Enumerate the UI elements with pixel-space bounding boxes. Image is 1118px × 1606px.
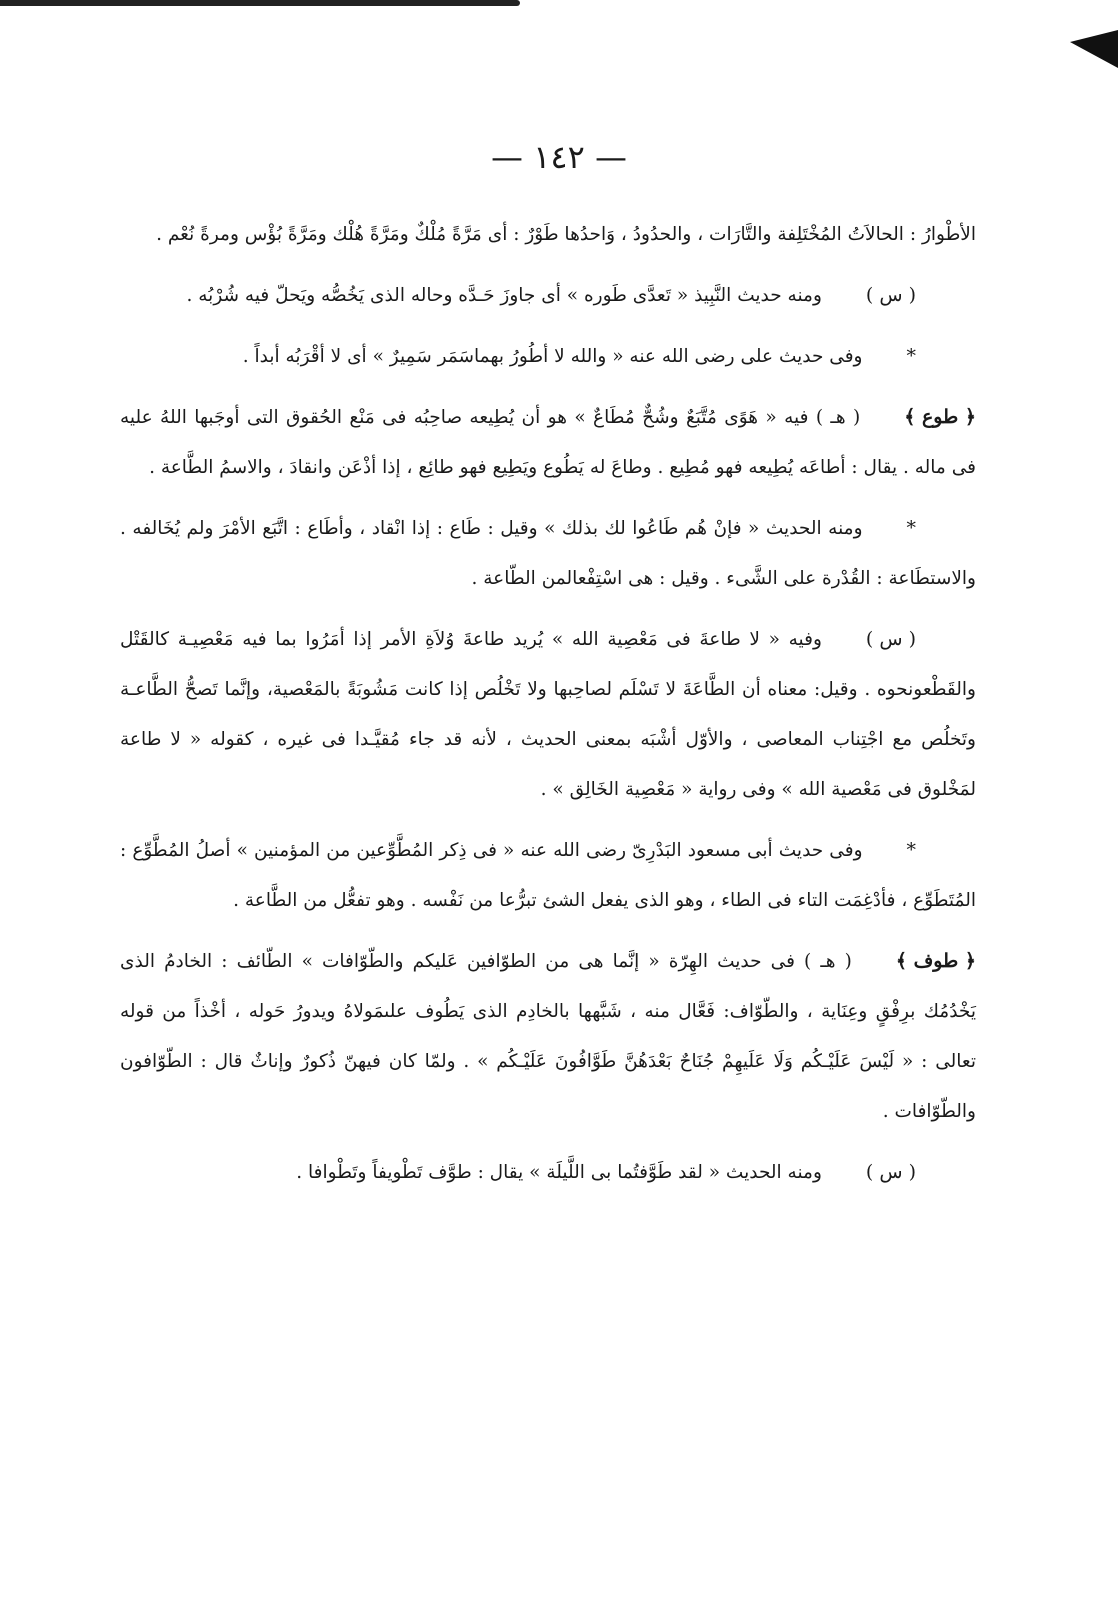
paragraph-text: ومنه الحديث « فإنْ هُم طَاعُوا لك بذلك » وقيل : طَاع : إذا انْقاد ، وأطَاع : اتَّبَع الأمْرَ ولم يُخَالفه . والاستطَاعة : القُدْرة على الشَّىء . وقيل : هى اسْتِفْعالمن الطّاعة . bbox=[120, 518, 976, 589]
paragraph-atwar bbox=[120, 210, 976, 260]
paragraph-text: وفيه « لا طاعةَ فى مَعْصِية الله » يُريد طاعةَ وُلاَةِ الأمر إذا أمَرُوا بما فيه مَعْصِيـة كالقَتْل والقَطْعونحوه . وقيل: معناه أن الطَّاعَةَ لا تَسْلَم لصاحِبها ولا تَخْلُص إذا كانت مَشُوبَةً بالمَعْصية، وإنَّما تَصحُّ الطَّاعـة وتَخلُص مع اجْتِناب المعاصى ، والأوّل أشْبَه بمعنى الحديث ، لأنه قد جاء مُقيَّـدا فى غيره ، كقوله « لا طاعة لمَخْلوق فى مَعْصية الله » وفى رواية « مَعْصِية الخَالِق » . bbox=[120, 629, 976, 800]
source-siglum: ( س ) bbox=[865, 628, 916, 650]
entry-tawf bbox=[120, 936, 976, 1137]
asterisk-mark: * bbox=[906, 517, 916, 539]
paragraph-la-taa bbox=[120, 614, 976, 815]
paragraph-text: ( هـ ) فى حديث الهِرّة « إنَّما هى من الطوّافين عَليكم والطّوّافات » الطّائف : الخادمُ الذى يَخْدُمُك برِفْقٍ وعِنَاية ، والطّوّاف: فَعَّال منه ، شَبَّهها بالخادِم الذى يَطُوف علىمَولاهُ ويدورُ حَوله ، أخْذاً من قوله تعالى : « لَيْسَ عَلَيْـكُم وَلَا عَلَيهِمْ جُنَاحٌ بَعْدَهُنَّ طَوَّافُونَ عَلَيْـكُم » . ولمّا كان فيهنّ ذُكورٌ وإناثٌ قال : الطّوّافون والطّوّافات . bbox=[120, 951, 976, 1122]
source-siglum: ( س ) bbox=[865, 284, 916, 306]
paragraph-tawwaftuma bbox=[120, 1147, 976, 1198]
entry-taw bbox=[120, 392, 976, 493]
asterisk-mark: * bbox=[906, 839, 916, 861]
paragraph-nabidh bbox=[120, 270, 976, 321]
paragraph-text: وفى حديث أبى مسعود البَدْرِىّ رضى الله عنه « فى ذِكر المُطَّوِّعين من المؤمنين » أصلُ المُطَّوِّع : المُتَطَوِّع ، فأدْغِمَت التاء فى الطاء ، وهو الذى يفعل الشئ تبرُّعا من نَفْسه . وهو تفعُّل من الطَّاعة . bbox=[120, 840, 976, 911]
paragraph-text: ومنه الحديث « لقد طَوَّفتُما بى اللَّيلَة » يقال : طوَّف تَطْويفاً وتَطْوافا . bbox=[296, 1162, 822, 1183]
page-body bbox=[120, 210, 976, 1550]
asterisk-mark: * bbox=[906, 345, 916, 367]
paragraph-muttawwiin bbox=[120, 825, 976, 926]
corner-scan-mark bbox=[1070, 30, 1118, 68]
scan-edge-mark bbox=[0, 0, 520, 6]
source-siglum: ( س ) bbox=[865, 1161, 916, 1183]
paragraph-text: وفى حديث على رضى الله عنه « والله لا أطُورُ بهماسَمَر سَمِيرٌ » أى لا أقْرَبُه أبداً . bbox=[242, 346, 863, 367]
entry-heading: ﴿ طوف ﴾ bbox=[895, 950, 976, 972]
paragraph-text: ( هـ ) فيه « هَوًى مُتَّبَعٌ وشُحٌّ مُطَاعٌ » هو أن يُطِيعه صاحِبُه فى مَنْع الحُقوق التى أوجَبها اللهُ عليه فى ماله . يقال : أطاعَه يُطِيعه فهو مُطِيع . وطاعَ له يَطُوع ويَطِيع فهو طائِع ، إذا أذْعَن وانقادَ ، والاسمُ الطَّاعة . bbox=[120, 407, 976, 478]
entry-heading: ﴿ طوع ﴾ bbox=[904, 406, 976, 428]
paragraph-ali bbox=[120, 331, 976, 382]
page-number: — ١٤٢ — bbox=[491, 138, 627, 176]
paragraph-tau bbox=[120, 503, 976, 604]
paragraph-text: ومنه حديث النَّبِيذ « تَعدَّى طَوره » أى جاوزَ حَـدَّه وحاله الذى يَخُصُّه ويَحلّ فيه شُرْبُه . bbox=[186, 285, 822, 306]
paragraph-text: الأطْوارُ : الحالاَتُ المُخْتَلِفة والتَّارَات ، والحدُودُ ، وَاحدُها طَوْرٌ : أى مَرَّةً مُلْكٌ ومَرَّةً هُلْك ومَرَّةً بُؤْس ومرةً نُعْم . bbox=[156, 224, 976, 245]
